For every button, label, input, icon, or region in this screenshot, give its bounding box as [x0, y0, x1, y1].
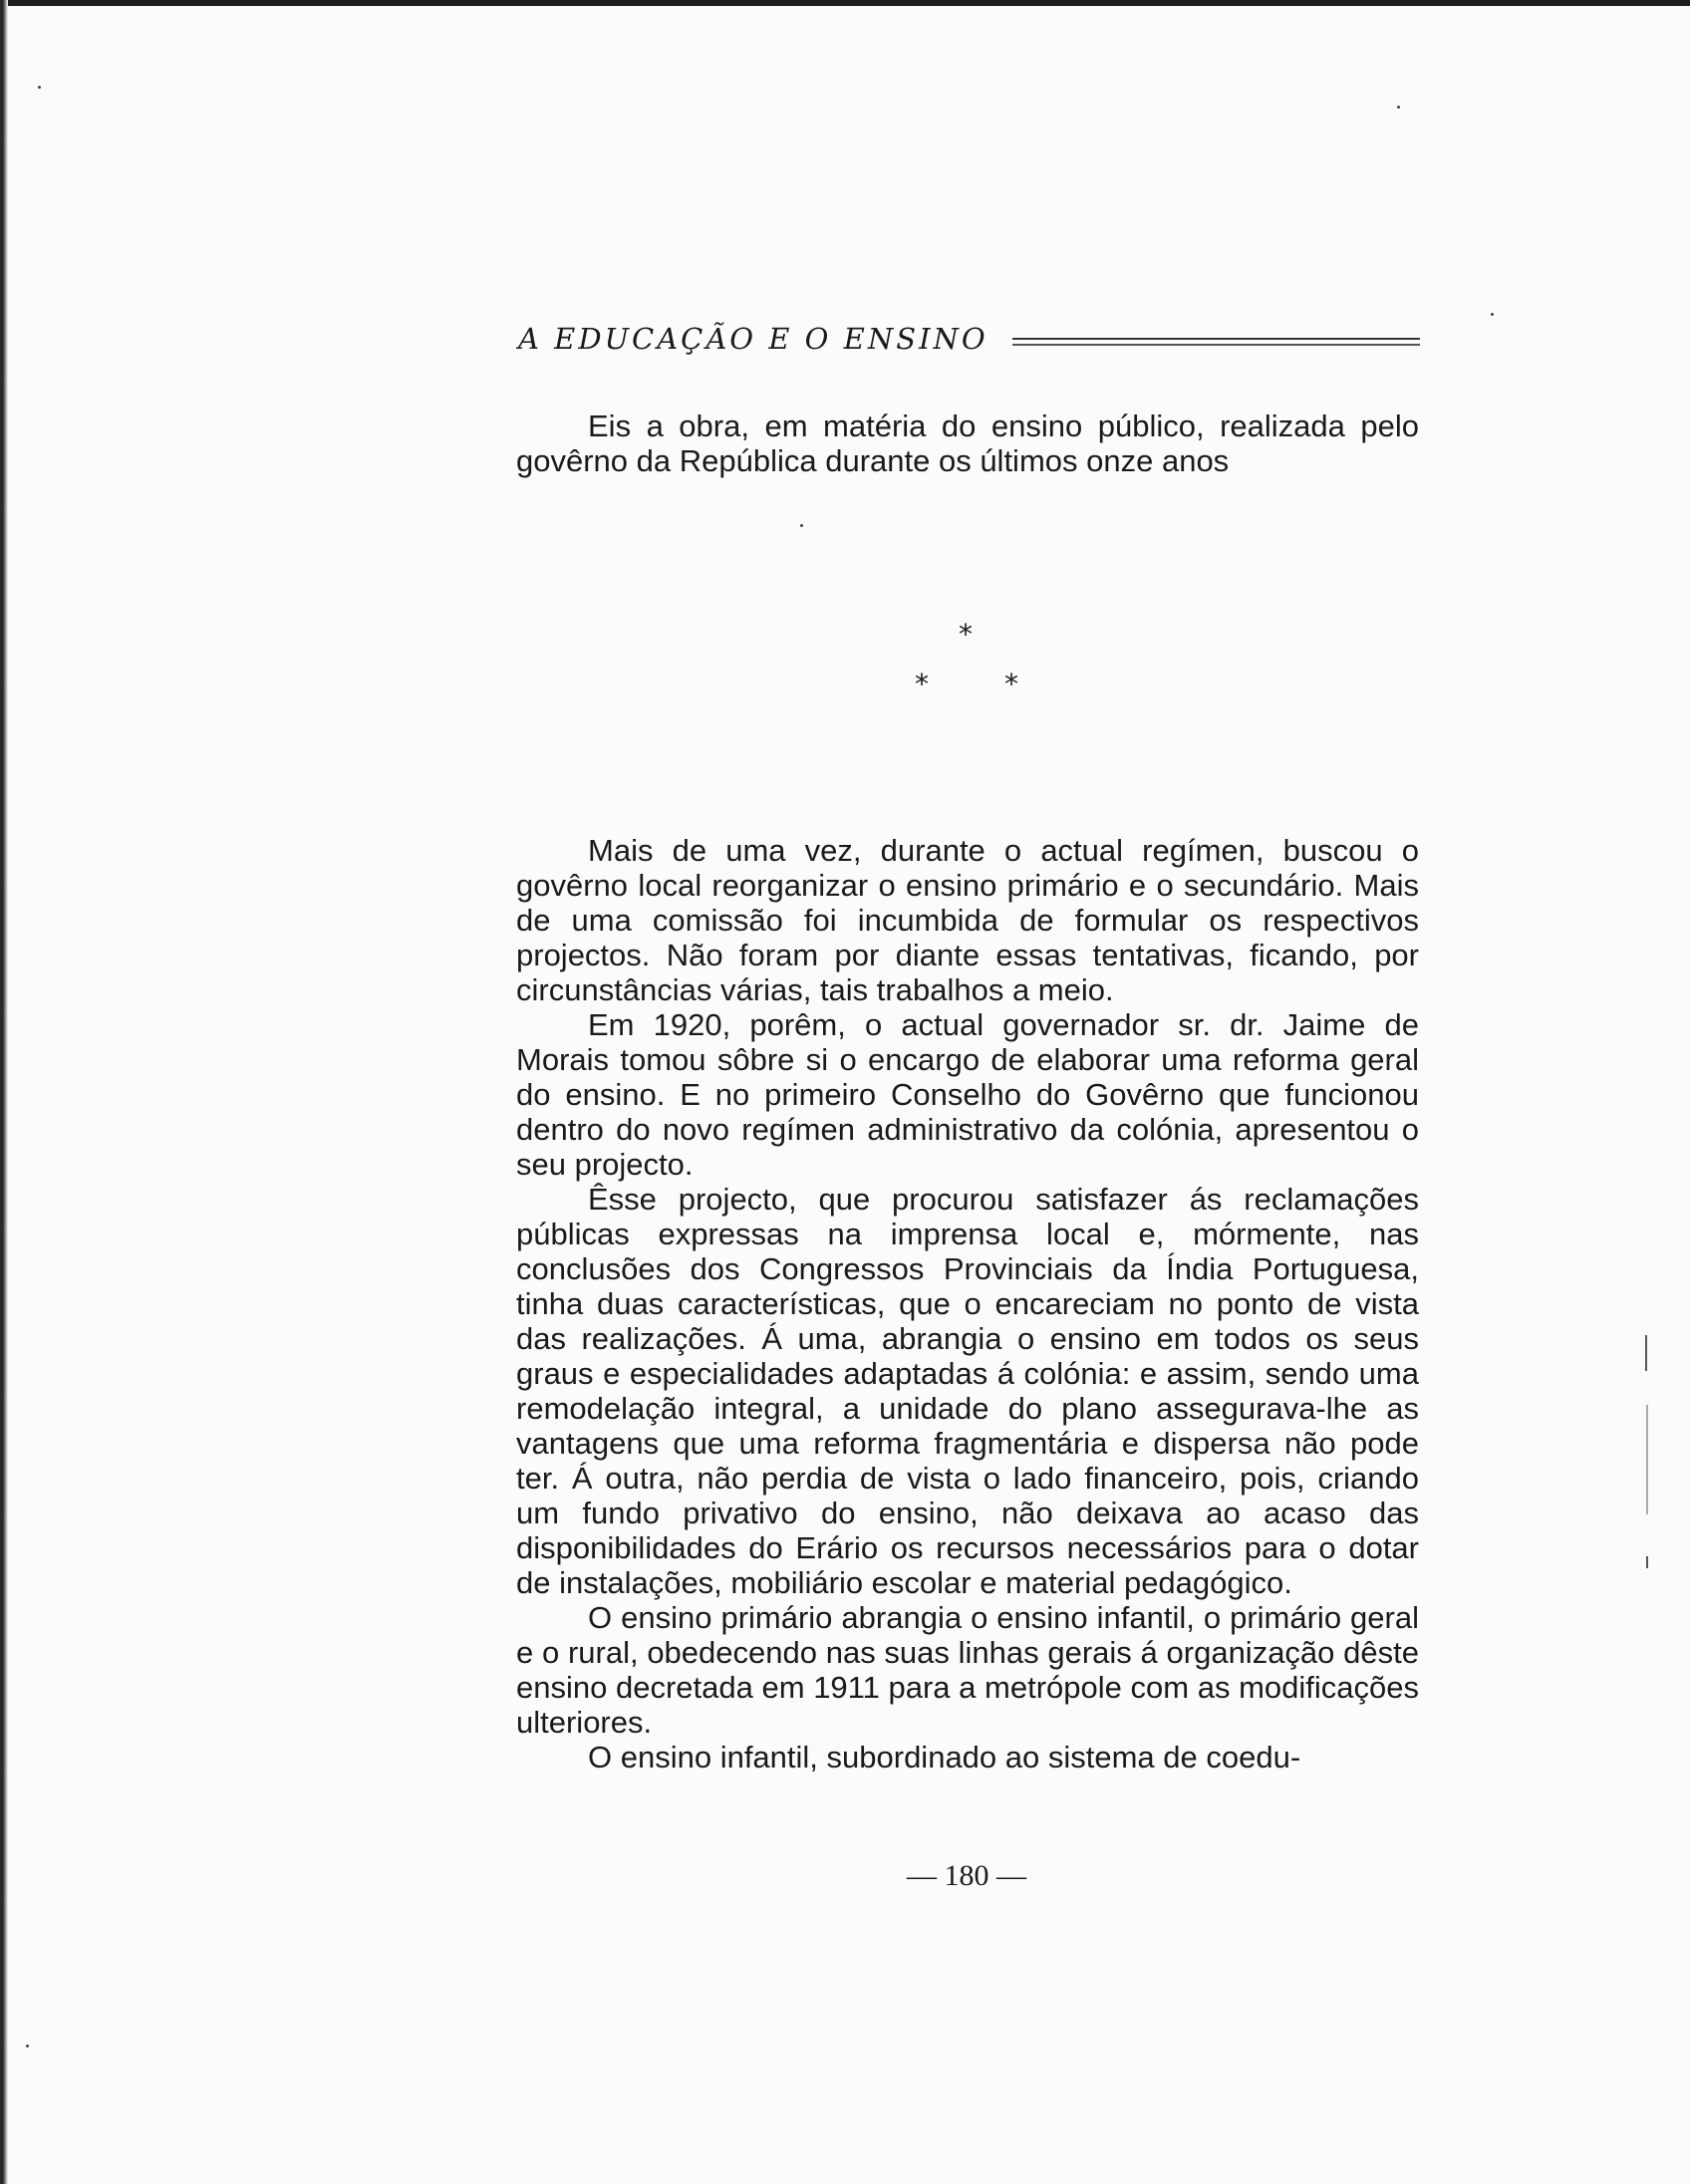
body-paragraph: O ensino infantil, subordinado ao sistema de coedu- — [588, 1740, 1301, 1774]
section-header — [518, 317, 1420, 361]
margin-mark — [1646, 1556, 1648, 1568]
intro-text — [516, 409, 1419, 478]
body-paragraph: O ensino primário abrangia o ensino infantil, o primário geral e o rural, obedecendo nas suas linhas gerais á organização dêste ensino decretada em 1911 para a metrópole com as modificações ulteriores. — [516, 1600, 1419, 1740]
asterisk-left: * — [915, 668, 929, 700]
body-paragraph: Em 1920, porêm, o actual governador sr. dr. Jaime de Morais tomou sôbre si o encargo de elaborar uma reforma geral do ensino. E no primeiro Conselho do Govêrno que funcionou dentro do novo regímen administrativo da colónia, apresentou o seu projecto. — [516, 1007, 1419, 1182]
body-paragraph: Êsse projecto, que procurou satisfazer ás reclamações públicas expressas na imprensa local e, mórmente, nas conclusões dos Congressos Provinciais da Índia Portuguesa, tinha duas características, que o encareciam no ponto de vista das realizações. Á uma, abrangia o ensino em todos os seus graus e especialidades adaptadas á colónia: e assim, sendo uma remodelação integral, a unidade do plano assegurava-lhe as vantagens que uma reforma fragmentária e dispersa não pode ter. Á outra, não perdia de vista o lado financeiro, pois, criando um fundo privativo do ensino, não deixava ao acaso das disponibilidades do Erário os recursos necessários para o dotar de instalações, mobiliário escolar e material pedagógico. — [516, 1182, 1419, 1600]
scan-speck — [800, 524, 803, 527]
margin-mark — [1646, 1405, 1648, 1514]
scan-speck — [26, 2045, 29, 2048]
intro-paragraph: Eis a obra, em matéria do ensino público, realizada pelo govêrno da República durante os últimos onze anos — [516, 409, 1419, 478]
body-paragraph: Mais de uma vez, durante o actual regímen, buscou o govêrno local reorganizar o ensino primário e o secundário. Mais de uma comissão foi incumbida de formular os respectivos projectos. Não foram por diante essas tentativas, ficando, por circunstâncias várias, tais trabalhos a meio. — [516, 833, 1419, 1007]
scan-left-edge — [0, 0, 8, 2184]
body-text — [516, 833, 1419, 1774]
page-number: — 180 — — [907, 1859, 1026, 1892]
asterisk-top: * — [959, 618, 973, 651]
scan-speck — [38, 86, 41, 89]
scan-top-edge — [0, 0, 1690, 6]
scan-speck — [1397, 106, 1400, 109]
asterisk-right: * — [1004, 668, 1018, 700]
section-title: A EDUCAÇÃO E O ENSINO — [518, 322, 988, 356]
margin-mark — [1645, 1335, 1647, 1371]
scan-speck — [1491, 313, 1494, 316]
asterism-divider — [887, 618, 1046, 717]
header-double-rule — [1012, 338, 1420, 346]
